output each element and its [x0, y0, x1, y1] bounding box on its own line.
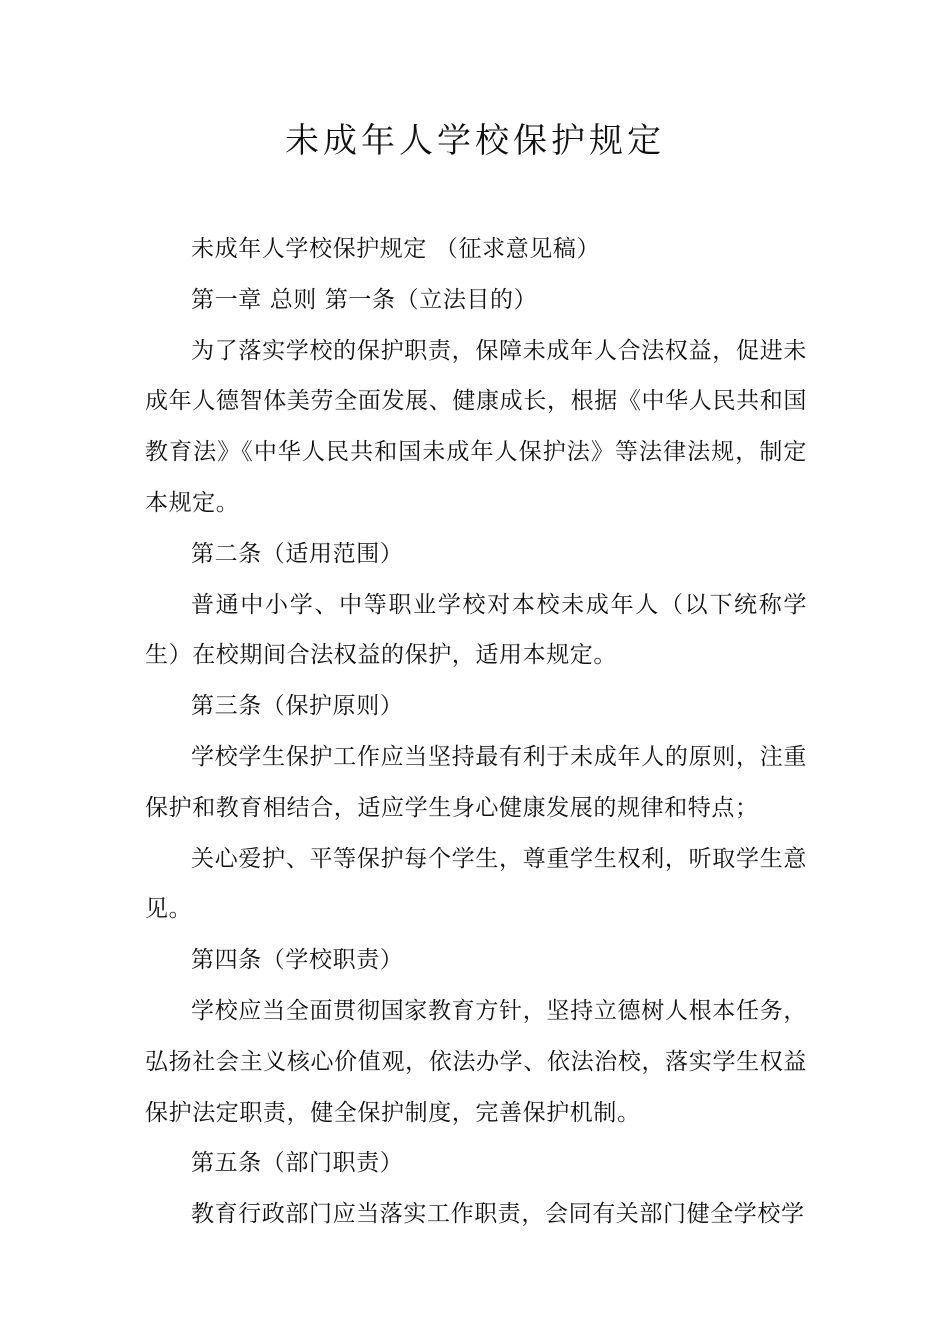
paragraph-article-5-body: 教育行政部门应当落实工作职责，会同有关部门健全学校学	[191, 1201, 805, 1228]
paragraph-article-3-body-2: 关心爱护、平等保护每个学生，尊重学生权利，听取学生意见。	[145, 845, 807, 923]
paragraph-subtitle: 未成年人学校保护规定 （征求意见稿）	[191, 236, 601, 262]
paragraph-article-3-heading: 第三条（保护原则）	[191, 693, 404, 720]
document-title: 未成年人学校保护规定	[285, 121, 665, 161]
paragraph-article-4-heading: 第四条（学校职责）	[191, 947, 404, 974]
paragraph-article-2-heading: 第二条（适用范围）	[191, 540, 404, 567]
document-body	[145, 224, 807, 1240]
paragraph-chapter-heading: 第一章 总则 第一条（立法目的）	[191, 286, 538, 313]
paragraph-article-2-body: 普通中小学、中等职业学校对本校未成年人（以下统称学生）在校期间合法权益的保护，适用本规定。	[145, 591, 807, 669]
paragraph-article-3-body-1: 学校学生保护工作应当坚持最有利于未成年人的原则，注重保护和教育相结合，适应学生身心健康发展的规律和特点；	[145, 743, 807, 821]
paragraph-article-5-heading: 第五条（部门职责）	[191, 1150, 404, 1177]
paragraph-article-1-body: 为了落实学校的保护职责，保障未成年人合法权益，促进未成年人德智体美劳全面发展、健康成长，根据《中华人民共和国教育法》《中华人民共和国未成年人保护法》等法律法规，制定本规定。	[145, 337, 807, 516]
paragraph-article-4-body: 学校应当全面贯彻国家教育方针，坚持立德树人根本任务，弘扬社会主义核心价值观，依法办学、依法治校，落实学生权益保护法定职责，健全保护制度，完善保护机制。	[145, 997, 807, 1126]
